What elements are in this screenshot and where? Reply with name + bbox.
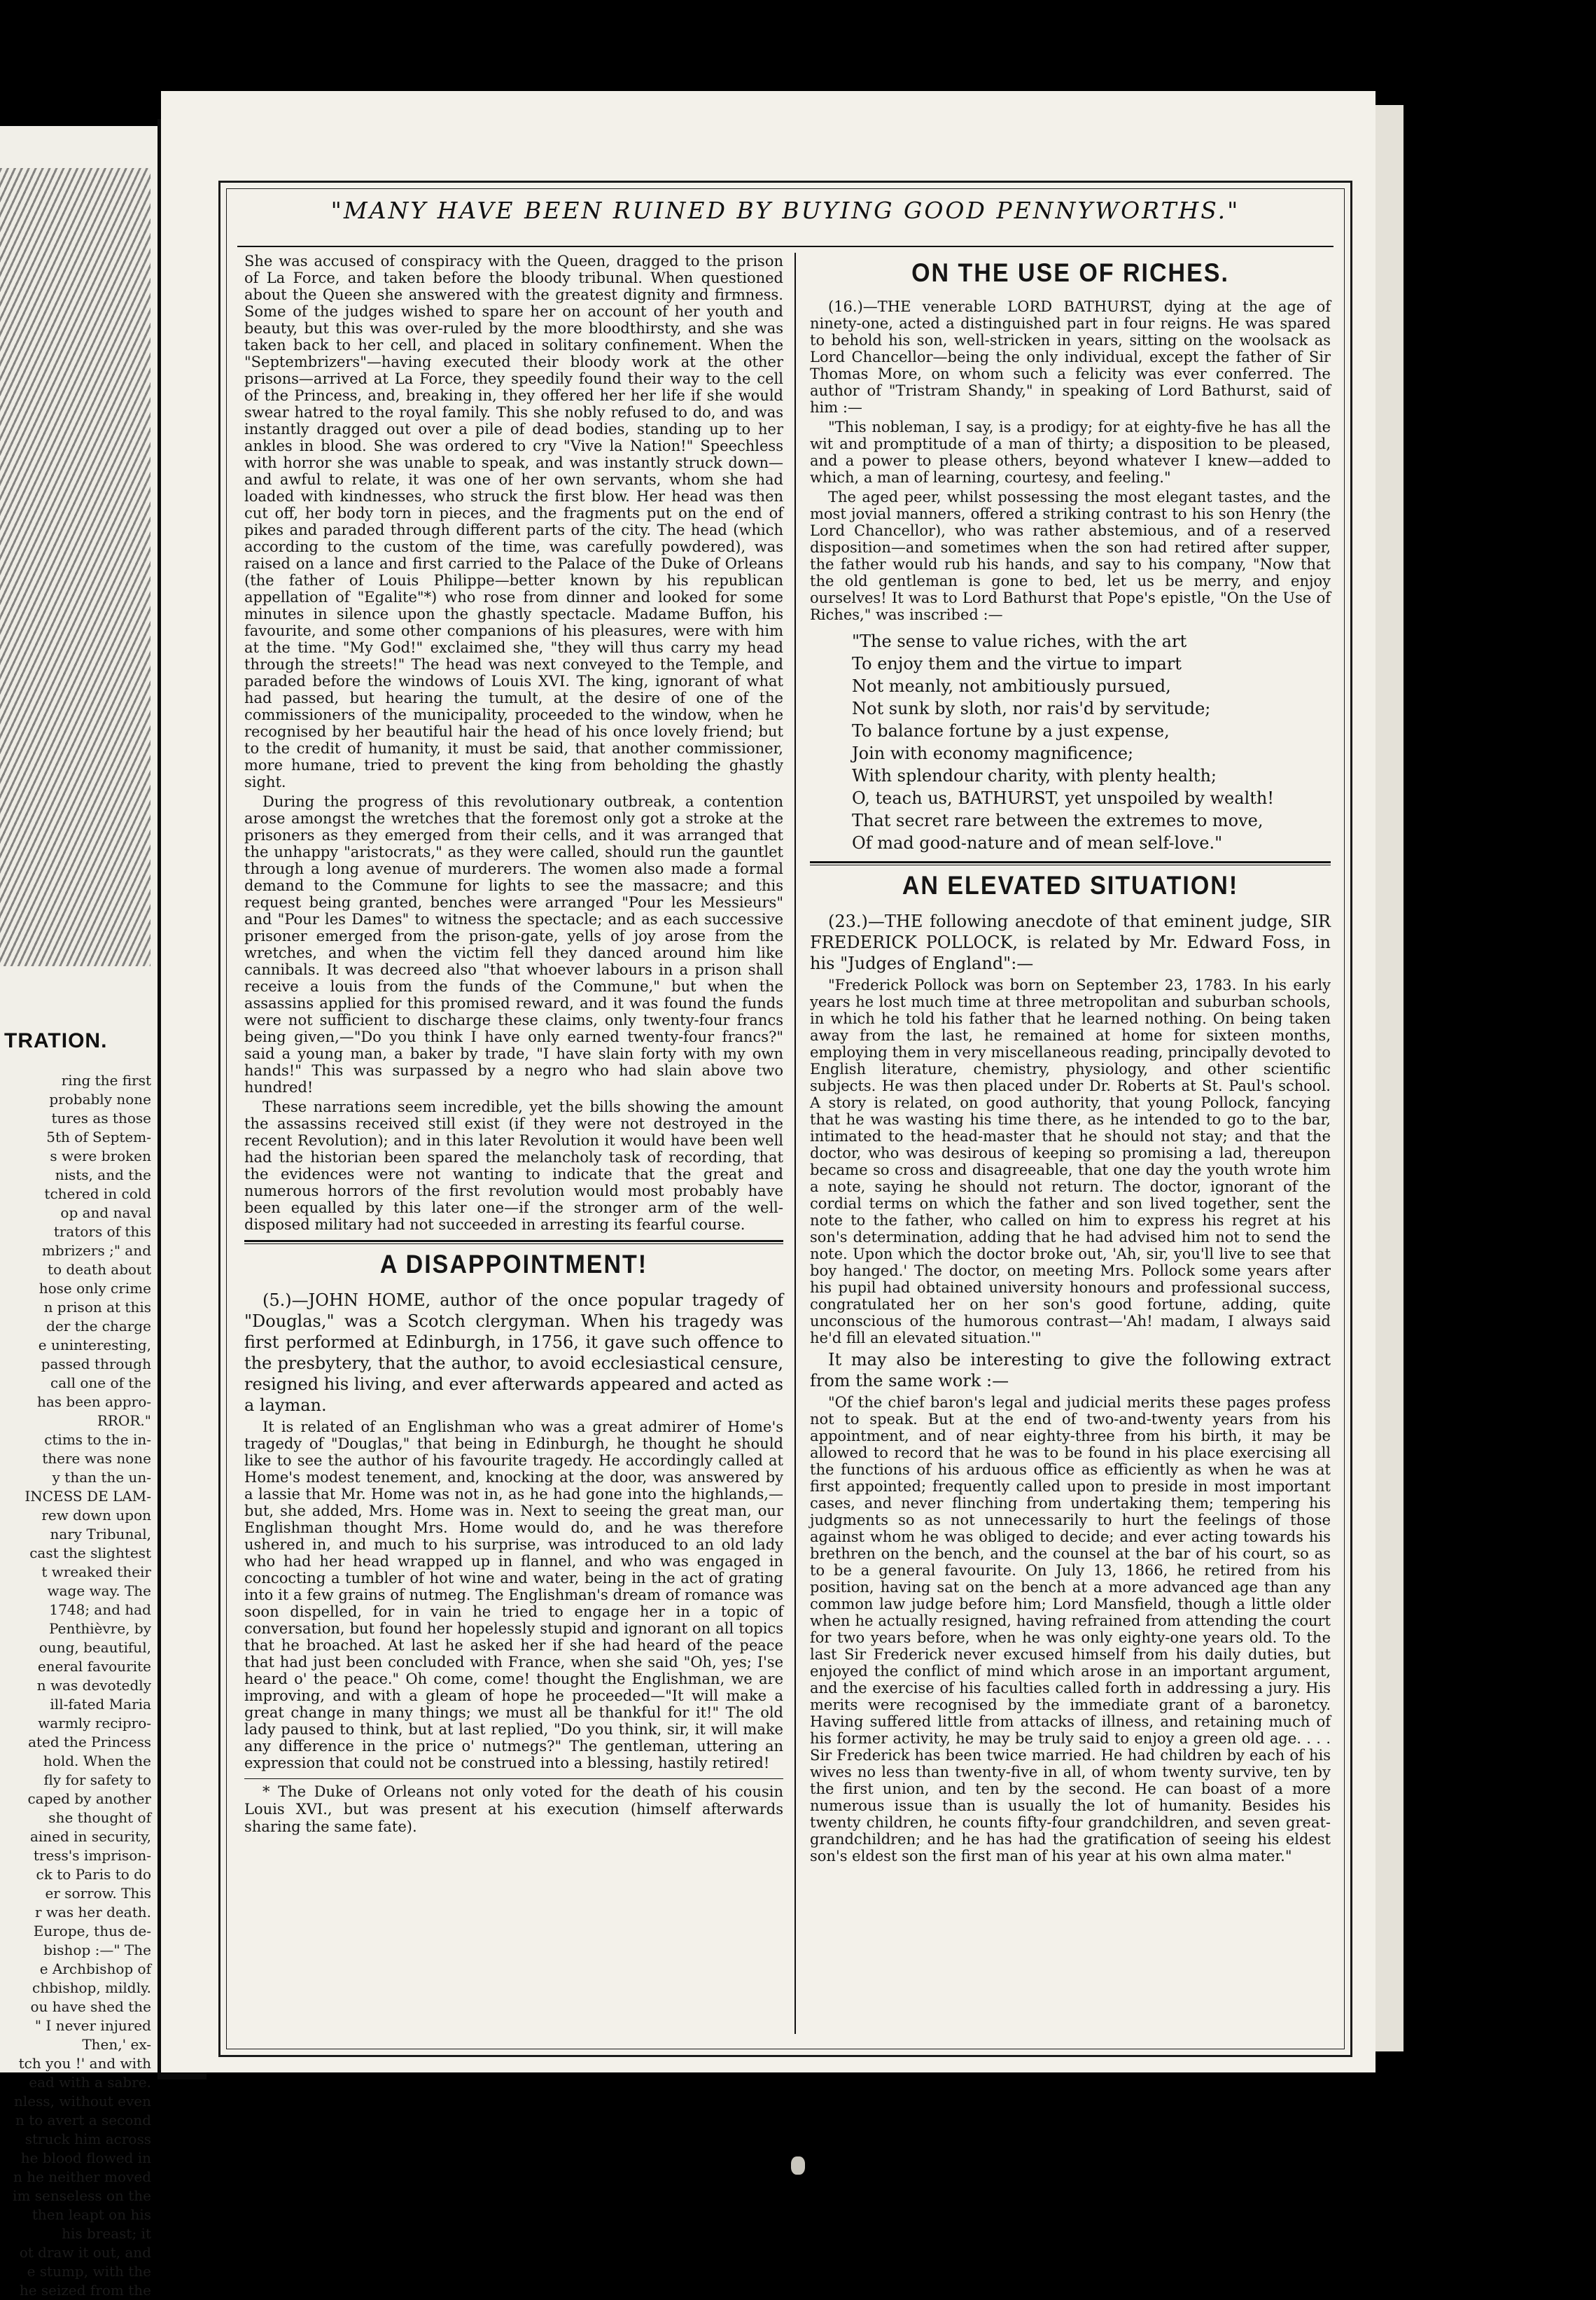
page-frame xyxy=(218,181,1352,2057)
disappointment-title: A DISAPPOINTMENT! xyxy=(379,1250,648,1279)
pope-verse: "The sense to value riches, with the art To enjoy them and the virtue to impart Not meanly, not ambitiously pursued, Not sunk by sloth, nor rais'd by servitude; To balance fortune by a just expense, Join with economy magnificence; With splendour charity, with plenty health; O, teach us, BATHURST, yet unspoiled by wealth! That secret rare between the extremes to move, Of mad good-nature and of mean self-love." xyxy=(852,632,1274,853)
section-rule xyxy=(810,861,1331,863)
section-rule xyxy=(244,1240,783,1242)
right-column xyxy=(810,253,1331,2034)
facing-page-text: ring the first probably none tures as those 5th of Septem- s were broken nists, and the tchered in cold op and naval trators of this mbrizers ;" and to death about hose only crime n prison at this der the charge e uninteresting, passed through call one of the has been appro- RROR." ctims to the in- there was none y than the un- INCESS DE LAM- rew down upon nary Tribunal, cast the slightest t wreaked their wage way. The 1748; and had Penthièvre, by oung, beautiful, eneral favourite n was devotedly ill-fated Maria warmly recipro- ated the Princess hold. When the fly for safety to caped by another she thought of ained in security, tress's imprison- ck to Paris to do er sorrow. This r was her death. Europe, thus de- bishop :—" The e Archbishop of chbishop, mildly. ou have shed the " I never injured Then,' ex- tch you !' and with ead with a sabre. nless, without even n to avert a second struck him across he blood flowed in n he neither moved im senseless on the then leapt on his his breast; it ot draw it out, and e stump, with the he seized from the xyxy=(13,1072,151,2299)
section-rule-thin xyxy=(244,1243,783,1244)
riches-title: ON THE USE OF RICHES. xyxy=(911,258,1229,288)
elevated-extract: "Of the chief baron's legal and judicial merits these pages profess not to speak. But at the end of two-and-twenty years from his appointment, and of near eighty-three from his birth, it may be allowed to record that he was to be found in his place exercising all the functions of his arduous office as efficiently as when he was at first appointed; frequently called upon to preside in most important cases, and never flinching from undertaking them; tempering his judgments so as not unnecessarily to hurt the feelings of those against whom he was obliged to decide; and ever acting towards his brethren on the bench, and the counsel at the bar of his court, so as to be a general favourite. On July 13, 1866, he retired from his position, having sat on the bench at a more advanced age than any common law judge before him; Lord Mansfield, though a little older when he actually resigned, having refrained from attending the court for two years before, when he was only eighty-one years old. To the last Sir Frederick never excused himself from his daily duties, but enjoyed the conflict of mind which arose in an important argument, and the exercise of his faculties called forth in addressing a jury. His merits were recognised by the immediate grant of a baronetcy. Having suffered little from attacks of illness, and retaining much of his former activity, he may be truly said to enjoy a green old age. . . . Sir Frederick has been twice married. He had children by each of his wives no less than twenty-five in all, of whom twenty survive, ten by the first union, and ten by the second. He can boast of a more numerous issue than is usually the lot of humanity. Besides his twenty children, he counts fifty-four grandchildren, and seven great-grandchildren; and he has had the gratification of seeing his eldest son's eldest son the first man of his year at his own alma mater." xyxy=(810,1394,1331,1865)
princess-paragraph: During the progress of this revolutionary outbreak, a contention arose amongst the wretches that the foremost only got a stroke at the prisoners as they emerged from their cells, and it was arranged that the unhappy "aristocrats," as they were called, should run the gauntlet through a long avenue of murderers. The women also made a formal demand to the Commune for lights to see the massacre; and this request being granted, benches were arranged "Pour les Messieurs" and "Pour les Dames" to witness the spectacle; and as each successive prisoner emerged from the prison-gate, yells of joy arose from the wretches, and when the victim fell they danced around him like cannibals. It was decreed also "that whoever labours in a prison shall receive a louis from the funds of the Commune," but when the assassins applied for this promised reward, and it was found the funds were not sufficient to discharge these claims, only twenty-four francs being given,—"Do you think I have only earned twenty-four francs?" said a young man, a baker by trade, "I have slain forty with my own hands!" This was surpassed by a negro who had slain above two hundred! xyxy=(244,793,783,1096)
left-column xyxy=(244,253,783,2034)
elevated-title: AN ELEVATED SITUATION! xyxy=(902,871,1239,900)
princess-paragraph: These narrations seem incredible, yet the bills showing the amount the assassins received still exist (if they were not destroyed in the recent Revolution); and in this later Revolution it would have been well had the historian been spared the melancholy task of recording, that the evidences were not wanting to indicate that the great and numerous horrors of the first revolution would most probably have been equalled by this later one—if the stronger arm of the well-disposed military had not succeeded in arresting its fearful course. xyxy=(244,1099,783,1233)
disappointment-intro: (5.)—JOHN HOME, author of the once popular tragedy of "Douglas," was a Scotch clergyman. When his tragedy was first performed at Edinburgh, in 1756, it gave such offence to the presbytery, that the author, to avoid ecclesiastical censure, resigned his living, and ever afterwards appeared and acted as a layman. xyxy=(244,1290,783,1415)
header-rule xyxy=(237,246,1334,247)
facing-page-heading: TRATION. xyxy=(4,1029,108,1052)
riches-quote: "This nobleman, I say, is a prodigy; for at eighty-five he has all the wit and promptitude of a man of thirty; a disposition to be pleased, and a power to please others, beyond whatever I knew—added to which, a man of learning, courtesy, and feeling." xyxy=(810,419,1331,486)
page-edge xyxy=(1376,105,1404,2051)
footnote: * The Duke of Orleans not only voted for the death of his cousin Louis XVI., but was present at his execution (himself afterwards sharing the same fate). xyxy=(244,1778,783,1836)
magazine-page xyxy=(161,91,1376,2072)
binding-clip-icon xyxy=(791,2156,805,2175)
facing-page-illustration xyxy=(0,168,150,966)
elevated-intro: (23.)—THE following anecdote of that eminent judge, SIR FREDERICK POLLOCK, is related by Mr. Edward Foss, in his "Judges of England":— xyxy=(810,912,1331,973)
elevated-link: It may also be interesting to give the following extract from the same work :— xyxy=(810,1350,1331,1391)
disappointment-story: It is related of an Englishman who was a great admirer of Home's tragedy of "Douglas," that being in Edinburgh, he thought he should like to see the author of his favourite tragedy. He accordingly called at Home's modest tenement, and, knocking at the door, was answered by a lassie that Mr. Home was not in, as he had gone into the highlands,—but, she added, Mrs. Home was in. Next to seeing the great man, our Englishman thought Mrs. Home would do, and he was therefore ushered in, and much to his surprise, was introduced to an old lady who had her head wrapped up in flannel, and who was engaged in concocting a tumbler of hot wine and water, being in the act of grating into it a few grains of nutmeg. The Englishman's dream of romance was soon dispelled, for in vain he tried to engage her in a topic of conversation, but found her hopelessly stupid and ignorant on all topics that he broached. At last he asked her if she had heard of the peace that had just been concluded with France, when she said "Oh, yes; I'se heard o' the peace." Oh come, come! thought the Englishman, we are improving, and with a gleam of hope he proceeded—"It will make a great change in many things; we must all be thankful for it!" The old lady paused to think, but at last replied, "Do you think, sir, it will make any difference in the price o' nutmegs?" The gentleman, uttering an expression that could not be construed into a blessing, hastily retired! xyxy=(244,1419,783,1771)
running-head: "MANY HAVE BEEN RUINED BY BUYING GOOD PENNYWORTHS." xyxy=(330,197,1240,224)
elevated-quote: "Frederick Pollock was born on September 23, 1783. In his early years he lost much time at three metropolitan and suburban schools, in which he told his father that he learned nothing. On being taken away from the last, he remained at home for sixteen months, employing them in very miscellaneous reading, principally devoted to English literature, chemistry, physiology, and other scientific subjects. He was then placed under Dr. Roberts at St. Paul's school. A story is related, on good authority, that young Pollock, fancying that he was wasting his time there, as he intended to go to the bar, intimated to the head-master that he should not stay; and that the doctor, who was desirous of keeping so promising a lad, thereupon became so cross and disagreeable, that one day the youth wrote him a note, saying he should not return. The doctor, ignorant of the cordial terms on which the father and son lived together, sent the note to the father, who called on him to express his regret at his son's determination, adding that he had advised him not to send the note. Upon which the doctor broke out, 'Ah, sir, you'll live to see that boy hanged.' The doctor, on meeting Mrs. Pollock some years after his pupil had obtained university honours and professional success, congratulated her on her son's good fortune, adding, quite unconscious of the humorous contrast—'Ah! madam, I always said he'd fill an elevated situation.'" xyxy=(810,977,1331,1346)
riches-intro: (16.)—THE venerable LORD BATHURST, dying at the age of ninety-one, acted a distinguished part in four reigns. He was spared to behold his son, well-stricken in years, sitting on the woolsack as Lord Chancellor—being the only individual, except the father of Sir Thomas More, on whom such a felicity was ever conferred. The author of "Tristram Shandy," in speaking of Lord Bathurst, said of him :— xyxy=(810,298,1331,416)
riches-body: The aged peer, whilst possessing the most elegant tastes, and the most jovial manners, offered a striking contrast to his son Henry (the Lord Chancellor), who was rather abstemious, and of a reserved disposition—and sometimes when the son had retired after supper, the father would rub his hands, and say to his company, "Now that the old gentleman is gone to bed, let us be merry, and enjoy ourselves! It was to Lord Bathurst that Pope's epistle, "On the Use of Riches," was inscribed :— xyxy=(810,489,1331,623)
column-divider xyxy=(794,253,796,2034)
facing-page xyxy=(0,126,162,2299)
princess-paragraph: She was accused of conspiracy with the Queen, dragged to the prison of La Force, and taken before the bloody tribunal. When questioned about the Queen she answered with the greatest dignity and firmness. Some of the judges wished to spare her on account of her youth and beauty, but this was over-ruled by the more bloodthirsty, and she was taken back to her cell, and placed in solitary confinement. When the "Septembrizers"—having executed their bloody work at the other prisons—arrived at La Force, they speedily found their way to the cell of the Princess, and, breaking in, they offered her her life if she would swear hatred to the royal family. This she nobly refused to do, and was instantly dragged out over a pile of dead bodies, standing up to her ankles in blood. She was ordered to cry "Vive la Nation!" Speechless with horror she was unable to speak, and was instantly struck down—and awful to relate, it was one of her own servants, whom she had loaded with kindnesses, who struck the first blow. Her head was then cut off, her body torn in pieces, and the fragments put on the end of pikes and paraded through different parts of the city. The head (which according to the custom of the time, was carefully powdered), was raised on a lance and first carried to the Palace of the Duke of Orleans (the father of Louis Philippe—better known by his republican appellation of "Egalite"*) who rose from dinner and looked for some minutes in silence upon the ghastly spectacle. Madame Buffon, his favourite, and some other companions of his pleasures, were with him at the time. "My God!" exclaimed she, "they will thus carry my head through the streets!" The head was next conveyed to the Temple, and paraded before the windows of Louis XVI. The king, ignorant of what had passed, but hearing the tumult, at the desire of one of the commissioners of the municipality, proceeded to the window, when he recognised by her beautiful hair the head of his once lovely friend; but to the credit of humanity, it must be said, that another commissioner, more humane, tried to prevent the king from beholding the ghastly sight. xyxy=(244,253,783,790)
